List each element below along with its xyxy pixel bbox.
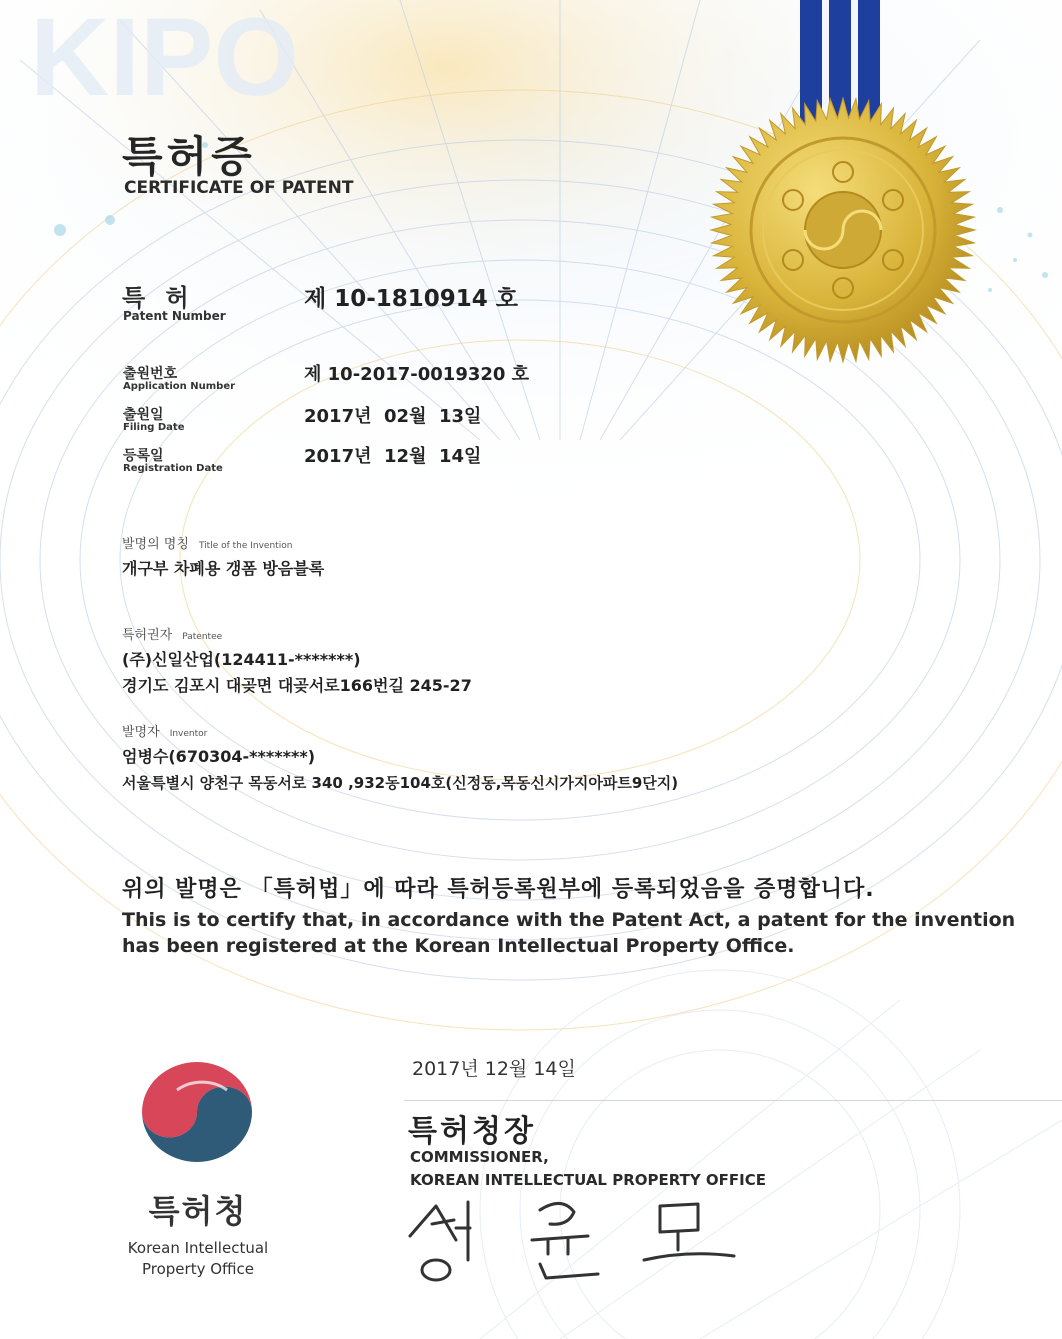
kipo-watermark: KIPO	[30, 0, 299, 119]
invention-title-label-english: Title of the Invention	[198, 541, 293, 551]
inventor-address: 서울특별시 양천구 목동서로 340 ,932동104호(신정동,목동신시가지아파트9단지)	[122, 774, 679, 792]
certificate-title-korean: 특허증	[122, 132, 256, 181]
filing-date-value: 2017년 02월 13일	[304, 406, 482, 427]
registration-date-value: 2017년 12월 14일	[304, 446, 482, 467]
certification-statement-korean: 위의 발명은 「특허법」에 따라 특허등록원부에 등록되었음을 증명합니다.	[122, 877, 875, 902]
issue-date: 2017년 12월 14일	[412, 1058, 576, 1080]
inventor-label-english: Inventor	[169, 729, 208, 739]
application-number-value: 제 10-2017-0019320 호	[304, 364, 530, 385]
gold-seal-emblem	[708, 95, 978, 365]
kipo-name-english	[106, 1238, 290, 1280]
commissioner-signature	[398, 1188, 758, 1288]
inventor-label-korean: 발명자	[122, 725, 160, 740]
invention-title-heading	[122, 533, 292, 552]
commissioner-title-english-line2: KOREAN INTELLECTUAL PROPERTY OFFICE	[410, 1171, 767, 1189]
commissioner-title-korean: 특허청장	[408, 1114, 536, 1149]
patent-number-value: 제 10-1810914 호	[304, 286, 519, 312]
commissioner-title-english-line1: COMMISSIONER,	[410, 1148, 549, 1166]
invention-title-value: 개구부 차폐용 갱폼 방음블록	[122, 559, 325, 578]
patentee-address: 경기도 김포시 대곶면 대곶서로166번길 245-27	[122, 676, 472, 695]
filing-date-label-korean: 출원일	[123, 407, 164, 423]
patentee-heading	[122, 624, 222, 643]
registration-date-label-korean: 등록일	[123, 448, 164, 464]
patent-number-label-english: Patent Number	[123, 309, 226, 323]
kipo-name-english-line2: Property Office	[141, 1260, 255, 1278]
filing-date-label-english: Filing Date	[123, 422, 185, 433]
patentee-name: (주)신일산업(124411-*******)	[122, 650, 361, 669]
patentee-label-korean: 특허권자	[122, 628, 173, 643]
application-number-label-korean: 출원번호	[123, 366, 178, 382]
signature-divider	[404, 1100, 1062, 1101]
registration-date-label-english: Registration Date	[123, 463, 223, 474]
inventor-heading	[122, 721, 207, 740]
application-number-label-english: Application Number	[123, 381, 236, 392]
patent-number-label-korean: 특 허	[122, 284, 195, 312]
patentee-label-english: Patentee	[182, 632, 223, 642]
kipo-name-english-line1: Korean Intellectual	[127, 1239, 269, 1257]
invention-title-label-korean: 발명의 명칭	[122, 537, 189, 552]
commissioner-title-english	[410, 1146, 766, 1192]
certification-statement-english: This is to certify that, in accordance with the Patent Act, a patent for the invention has been registered at the Korean Intellectual Property Office.	[122, 909, 1016, 957]
inventor-name: 엄병수(670304-*******)	[122, 747, 316, 766]
kipo-taegeuk-logo	[132, 1058, 262, 1178]
kipo-name-korean: 특허청	[148, 1192, 248, 1230]
certificate-title-english: CERTIFICATE OF PATENT	[124, 178, 354, 198]
